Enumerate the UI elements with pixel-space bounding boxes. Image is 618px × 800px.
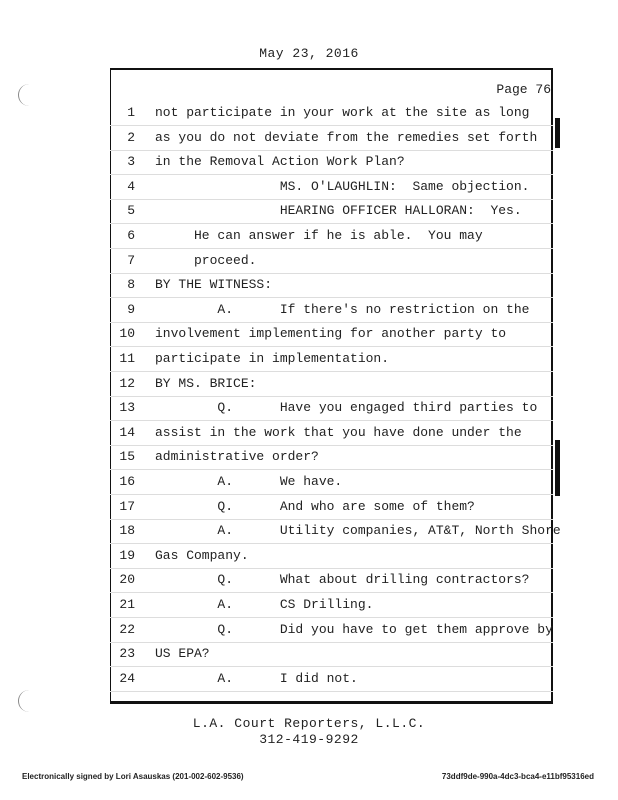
line-text: A. We have.	[155, 474, 343, 489]
line-number: 1	[127, 105, 135, 120]
punch-hole-top	[18, 84, 33, 106]
line-text: MS. O'LAUGHLIN: Same objection.	[155, 178, 530, 194]
line-text: Q. Did you have to get them approve by	[155, 621, 553, 637]
line-text: A. If there's no restriction on the	[155, 301, 530, 317]
line-text: administrative order?	[155, 449, 319, 465]
line-text: BY MS. BRICE:	[155, 375, 257, 391]
line-text: A. I did not.	[155, 670, 358, 686]
line-number: 19	[119, 547, 135, 563]
line-number: 6	[127, 228, 135, 243]
line-number: 9	[127, 301, 135, 317]
line-text: A. Utility companies, AT&T, North Shore	[155, 523, 561, 539]
line-number: 16	[119, 474, 135, 489]
edge-mark-middle	[555, 440, 560, 496]
edge-mark-top	[555, 118, 560, 148]
line-number: 17	[119, 498, 135, 514]
line-number: 11	[119, 351, 135, 366]
line-number: 3	[127, 154, 135, 170]
punch-hole-bottom	[18, 690, 33, 712]
line-number: 14	[119, 424, 135, 440]
line-number: 12	[119, 375, 135, 391]
line-text: He can answer if he is able. You may	[155, 228, 483, 243]
line-text: not participate in your work at the site as long	[155, 105, 530, 120]
line-text: proceed.	[155, 252, 257, 268]
line-text: in the Removal Action Work Plan?	[155, 154, 405, 170]
line-text: US EPA?	[155, 646, 210, 662]
line-text: Q. And who are some of them?	[155, 498, 475, 514]
electronic-signature: Electronically signed by Lori Asauskas (201-002-602-9536)	[22, 772, 244, 781]
line-number: 2	[127, 129, 135, 145]
line-number: 21	[119, 597, 135, 612]
line-number: 8	[127, 277, 135, 293]
page-number: Page 76	[496, 82, 551, 97]
line-number: 10	[119, 326, 135, 342]
line-number: 18	[119, 523, 135, 539]
line-number: 5	[127, 203, 135, 219]
document-hash: 73ddf9de-990a-4dc3-bca4-e11bf95316ed	[441, 772, 594, 781]
line-text: involvement implementing for another party to	[155, 326, 507, 342]
line-number: 7	[127, 252, 135, 268]
line-text: assist in the work that you have done under the	[155, 424, 522, 440]
line-text: BY THE WITNESS:	[155, 277, 273, 293]
line-text: A. CS Drilling.	[155, 597, 374, 612]
line-number: 24	[119, 670, 135, 686]
line-text: participate in implementation.	[155, 351, 390, 366]
line-text: Q. What about drilling contractors?	[155, 572, 530, 588]
line-text: Gas Company.	[155, 547, 249, 563]
line-text: HEARING OFFICER HALLORAN: Yes.	[155, 203, 522, 219]
line-number: 15	[119, 449, 135, 465]
line-number: 4	[127, 178, 135, 194]
court-reporter-name: L.A. Court Reporters, L.L.C.	[192, 716, 426, 731]
line-number: 20	[119, 572, 135, 588]
court-reporter-phone: 312-419-9292	[259, 732, 359, 747]
line-number: 22	[119, 621, 135, 637]
line-separator	[110, 691, 553, 692]
line-number: 23	[119, 646, 135, 662]
line-number: 13	[119, 400, 135, 416]
line-text: as you do not deviate from the remedies set forth	[155, 129, 538, 145]
line-text: Q. Have you engaged third parties to	[155, 400, 538, 416]
transcript-date: May 23, 2016	[259, 46, 359, 61]
